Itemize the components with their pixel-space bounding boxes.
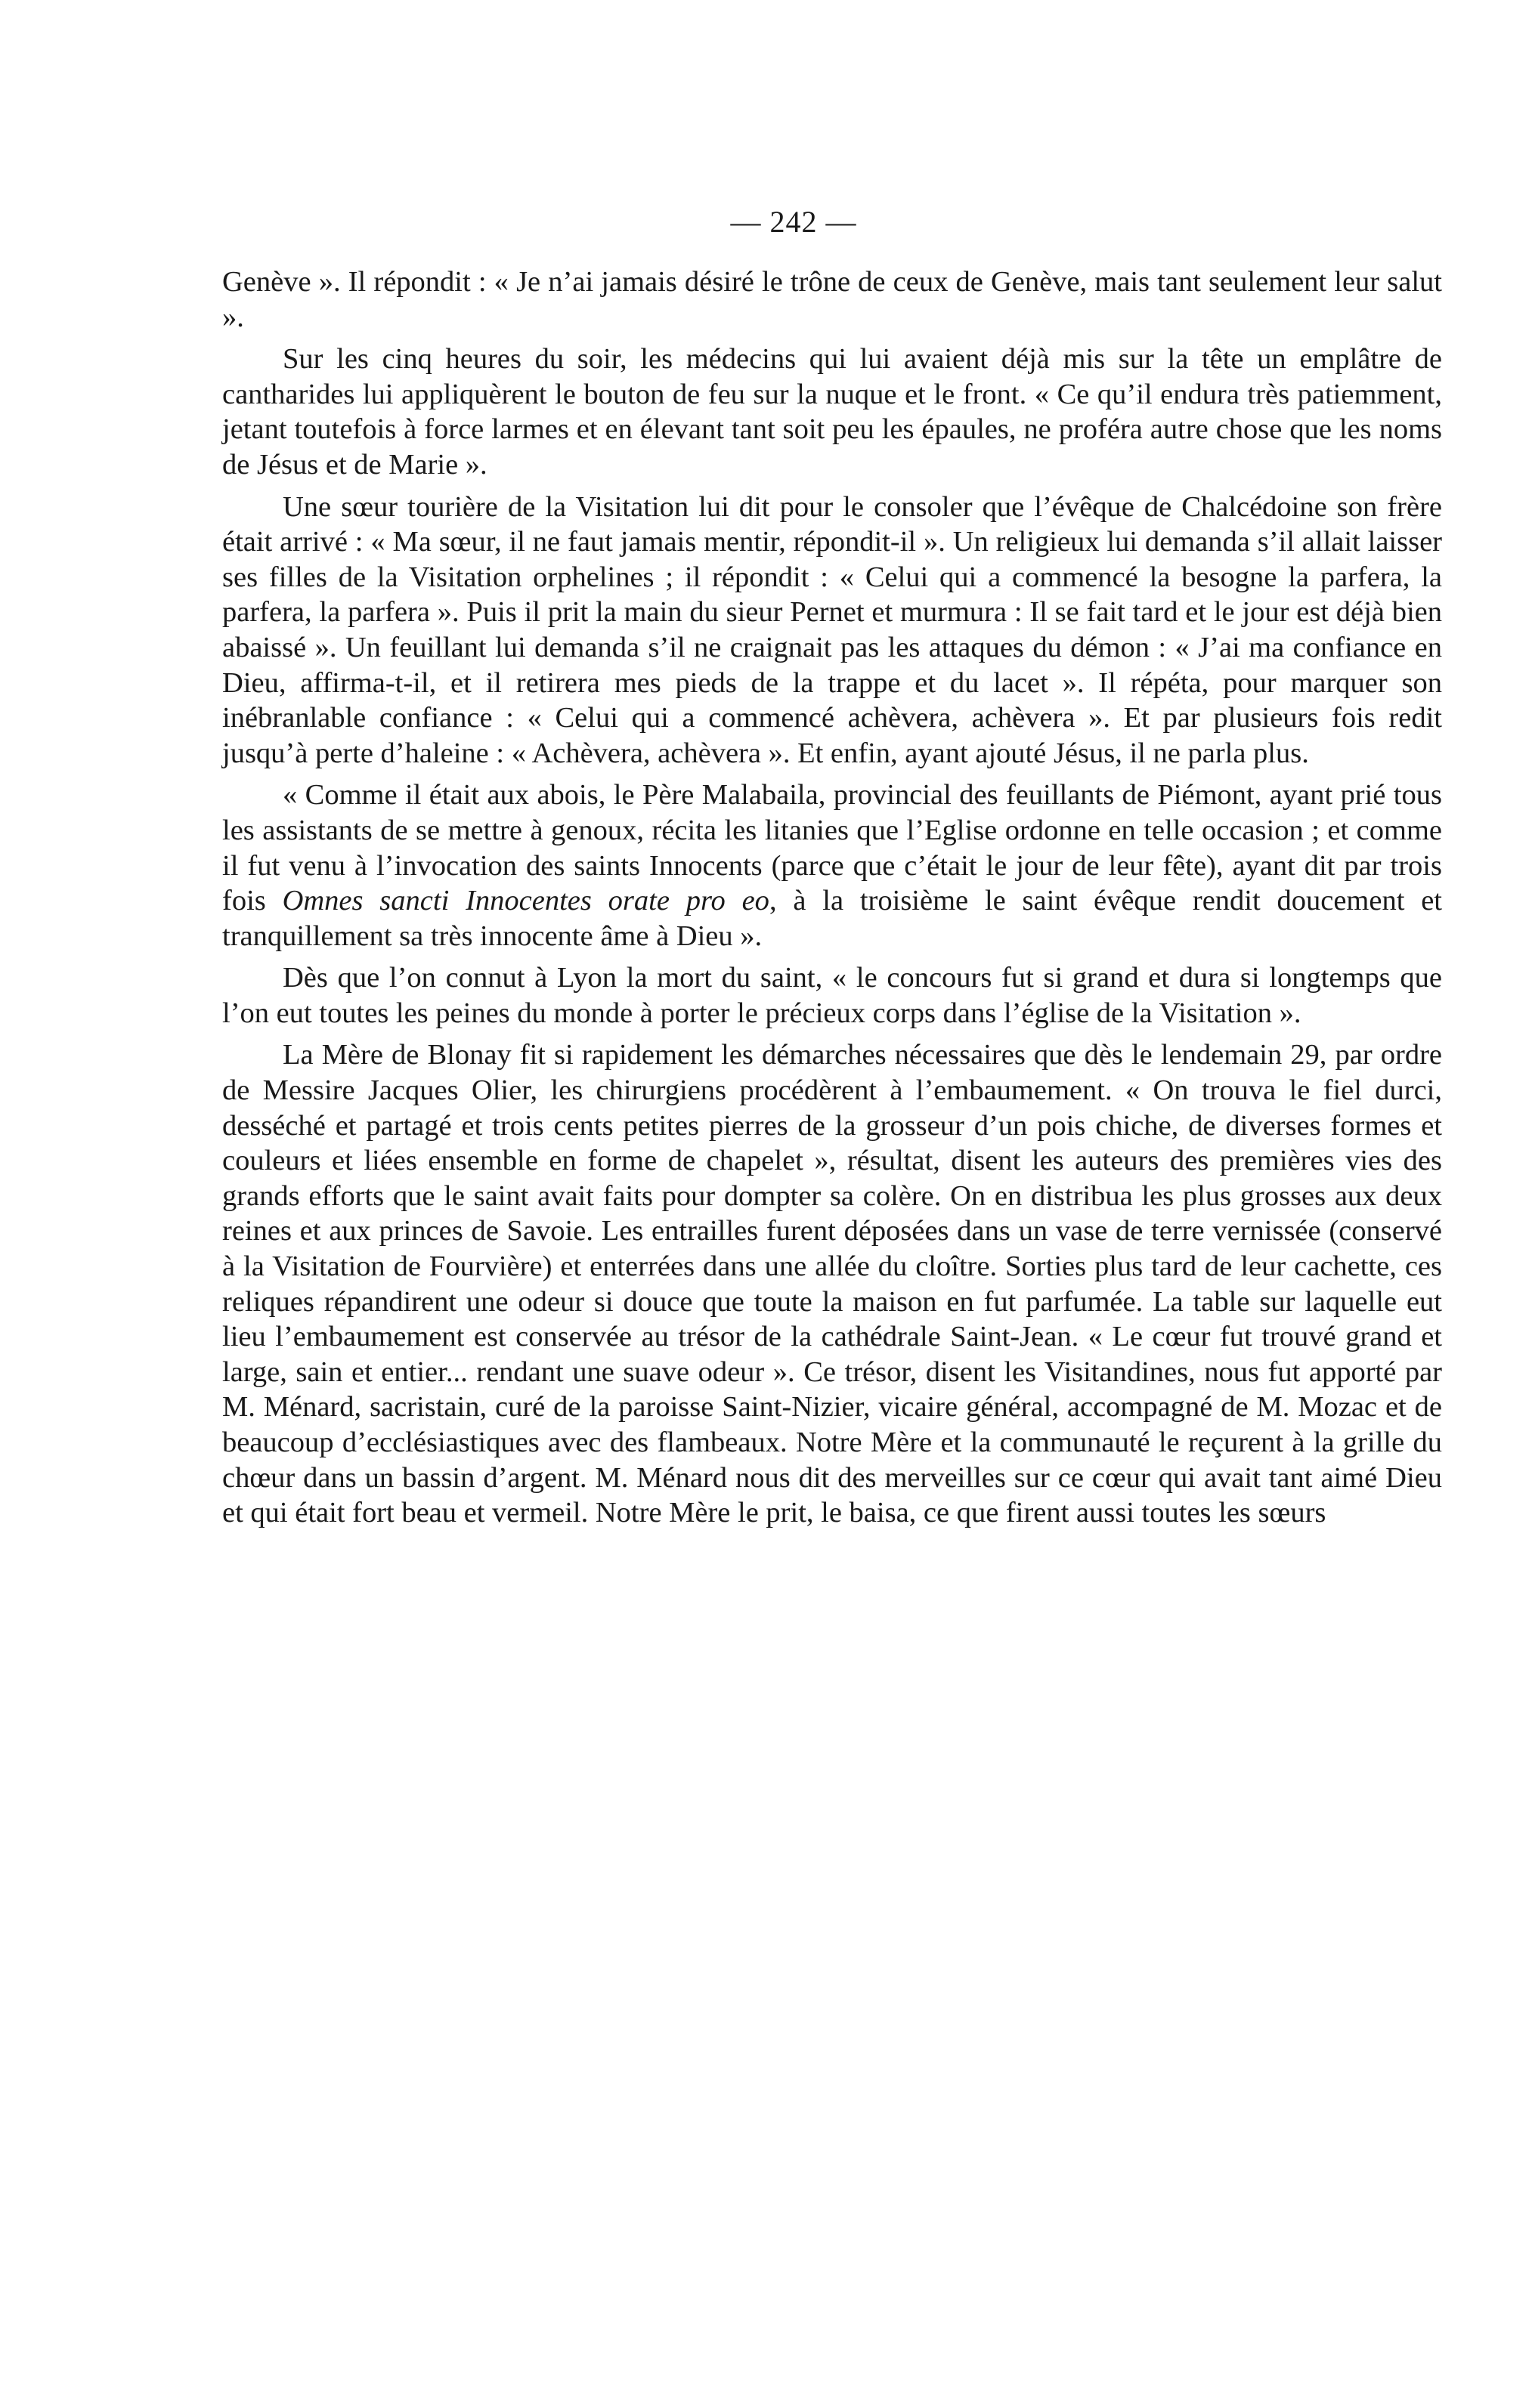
body-text [222, 264, 1442, 1531]
paragraph-5: Dès que l’on connut à Lyon la mort du saint, « le concours fut si grand et dura si longtemps que l’on eut toutes les peines du monde à porter le précieux corps dans l’église de la Visitation ». [222, 962, 1442, 1029]
paragraph-6: La Mère de Blonay fit si rapidement les démarches nécessaires que dès le lendemain 29, par ordre de Messire Jacques Olier, les chirurgiens procédèrent à l’embaumement. « On trouva le fiel durci, desséché et partagé et trois cents petites pierres de la grosseur d’un pois chiche, de diverses formes et couleurs et liées ensemble en forme de chapelet », résultat, disent les auteurs des premières vies des grands efforts que le saint avait faits pour dompter sa colère. On en distribua les plus grosses aux deux reines et aux princes de Savoie. Les entrailles furent déposées dans un vase de terre vernissée (conservé à la Visitation de Fourvière) et enterrées dans une allée du cloître. Sorties plus tard de leur cachette, ces reliques répandirent une odeur si douce que toute la maison en fut parfumée. La table sur laquelle eut lieu l’embaumement est conservée au trésor de la cathédrale Saint-Jean. « Le cœur fut trouvé grand et large, sain et entier... rendant une suave odeur ». Ce trésor, disent les Visitandines, nous fut apporté par M. Ménard, sacristain, curé de la paroisse Saint-Nizier, vicaire général, accompagné de M. Mozac et de beaucoup d’ecclésiastiques avec des flambeaux. Notre Mère et la communauté le reçurent à la grille du chœur dans un bassin d’argent. M. Ménard nous dit des merveilles sur ce cœur qui avait tant aimé Dieu et qui était fort beau et vermeil. Notre Mère le prit, le baisa, ce que firent aussi toutes les sœurs [222, 1039, 1442, 1529]
paragraph-3: Une sœur tourière de la Visitation lui dit pour le consoler que l’évêque de Chalcédoine son frère était arrivé : « Ma sœur, il ne faut jamais mentir, répondit-il ». Un religieux lui demanda s’il allait laisser ses filles de la Visitation orphelines ; il répondit : « Celui qui a commencé la besogne la parfera, la parfera, la parfera ». Puis il prit la main du sieur Pernet et murmura : Il se fait tard et le jour est déjà bien abaissé ». Un feuillant lui demanda s’il ne craignait pas les attaques du démon : « J’ai ma confiance en Dieu, affirma-t-il, et il retirera mes pieds de la trappe et du lacet ». Il répéta, pour marquer son inébranlable confiance : « Celui qui a commencé achèvera, achèvera ». Et par plusieurs fois redit jusqu’à perte d’haleine : « Achèvera, achèvera ». Et enfin, ayant ajouté Jésus, il ne parla plus. [222, 490, 1442, 769]
latin-invocation: Omnes sancti Innocentes orate pro eo [282, 885, 769, 917]
paragraph-1: Genève ». Il répondit : « Je n’ai jamais désiré le trône de ceux de Genève, mais tant seulement leur salut ». [222, 266, 1442, 333]
paragraph-4-after: , à la troisième le saint évêque rendit doucement et tranquillement sa très innocente âme à Dieu ». [222, 885, 1442, 952]
paragraph-2: Sur les cinq heures du soir, les médecins qui lui avaient déjà mis sur la tête un emplâtre de cantharides lui appliquèrent le bouton de feu sur la nuque et le front. « Ce qu’il endura très patiemment, jetant toutefois à force larmes et en élevant tant soit peu les épaules, ne proféra autre chose que les noms de Jésus et de Marie ». [222, 343, 1442, 481]
paragraph-4-before: « Comme il était aux abois, le Père Malabaila, provincial des feuillants de Piémont, ayant prié tous les assistants de se mettre à genoux, récita les litanies que l’Eglise ordonne en telle occasion ; et comme il fut venu à l’invocation des saints Innocents (parce que c’était le jour de leur fête), ayant dit par trois fois [222, 779, 1442, 917]
paragraph-4 [222, 777, 1442, 954]
page-number: — 242 — [730, 205, 857, 239]
